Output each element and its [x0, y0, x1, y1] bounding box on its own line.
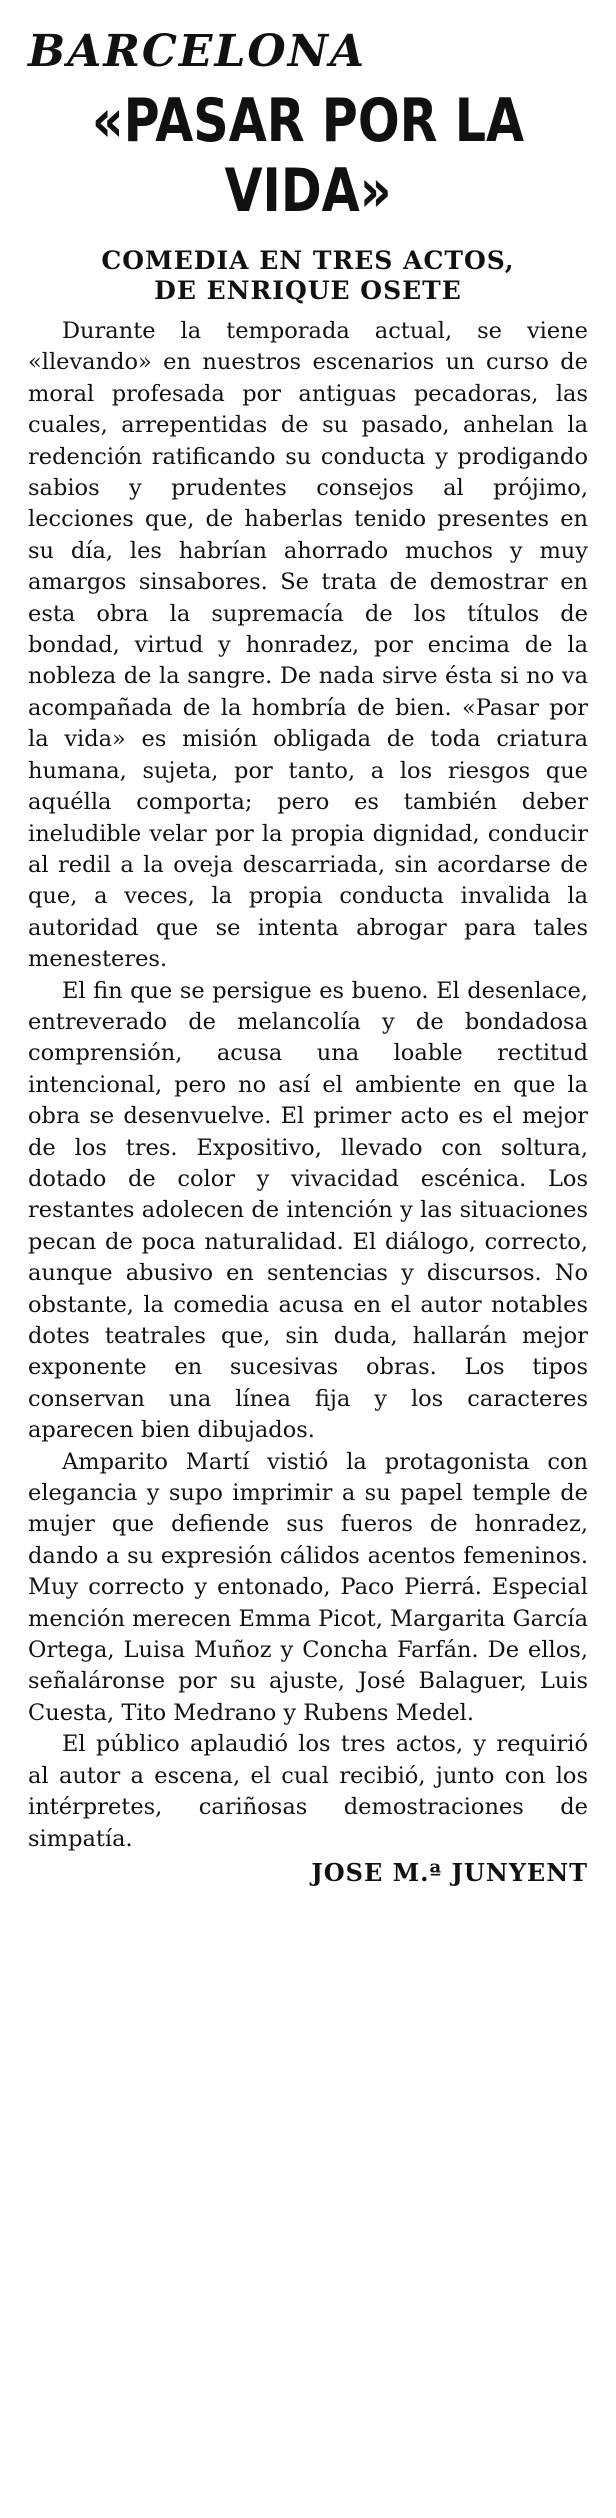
- paragraph: Amparito Martí vistió la protagonista con elegancia y supo imprimir a su papel temple de mujer que defiende sus fueros de honradez, dando a su expresión cálidos acentos femeninos. Muy correcto y entonado, Paco Pierrá. Especial mención merecen Emma Picot, Margarita García Ortega, Luisa Muñoz y Concha Farfán. De ellos, señaláronse por su ajuste, José Balaguer, Luis Cuesta, Tito Medrano y Rubens Medel.: [28, 1448, 588, 1726]
- article-subtitle: [28, 246, 588, 306]
- article-body: [28, 316, 588, 1855]
- author-signature: JOSE M.ª JUNYENT: [311, 1857, 588, 1887]
- section-heading: BARCELONA: [28, 26, 367, 77]
- subtitle-line: DE ENRIQUE OSETE: [154, 276, 462, 305]
- news-article: [28, 28, 588, 1889]
- subtitle-line: COMEDIA EN TRES ACTOS,: [101, 246, 515, 275]
- paragraph: Durante la temporada actual, se viene «llevando» en nuestros escenarios un curso de moral profesada por antiguas pecadoras, las cuales, arrepentidas de su pasado, anhelan la redención ratificando su conducta y prodigando sabios y prudentes consejos al prójimo, lecciones que, de haberlas tenido presentes en su día, les habrían ahorrado muchos y muy amargos sinsabores. Se trata de demostrar en esta obra la supremacía de los títulos de bondad, virtud y honradez, por encima de la nobleza de la sangre. De nada sirve ésta si no va acompañada de la hombría de bien. «Pasar por la vida» es misión obligada de toda criatura humana, sujeta, por tanto, a los riesgos que aquélla comporta; pero es también deber ineludible velar por la propia dignidad, conducir al redil a la oveja descarriada, sin acordarse de que, a veces, la propia conducta invalida la autoridad que se intenta abrogar para tales menesteres.: [28, 318, 588, 973]
- paragraph: El público aplaudió los tres actos, y requirió al autor a escena, el cual recibió, junto con los intérpretes, cariñosas demostraciones de simpatía.: [28, 1731, 588, 1852]
- paragraph: El fin que se persigue es bueno. El desenlace, entreverado de melancolía y de bondadosa comprensión, acusa una loable rectitud intencional, pero no así el ambiente en que la obra se desenvuelve. El primer acto es el mejor de los tres. Expositivo, llevado con soltura, dotado de color y vivacidad escénica. Los restantes adolecen de intención y las situaciones pecan de poca naturalidad. El diálogo, correcto, aunque abusivo en sentencias y discursos. No obstante, la comedia acusa en el autor notables dotes teatrales que, sin duda, hallarán mejor exponente en sucesivas obras. Los tipos conservan una línea fija y los caracteres aparecen bien dibujados.: [28, 977, 588, 1444]
- article-title: «PASAR POR LA VIDA»: [91, 86, 525, 226]
